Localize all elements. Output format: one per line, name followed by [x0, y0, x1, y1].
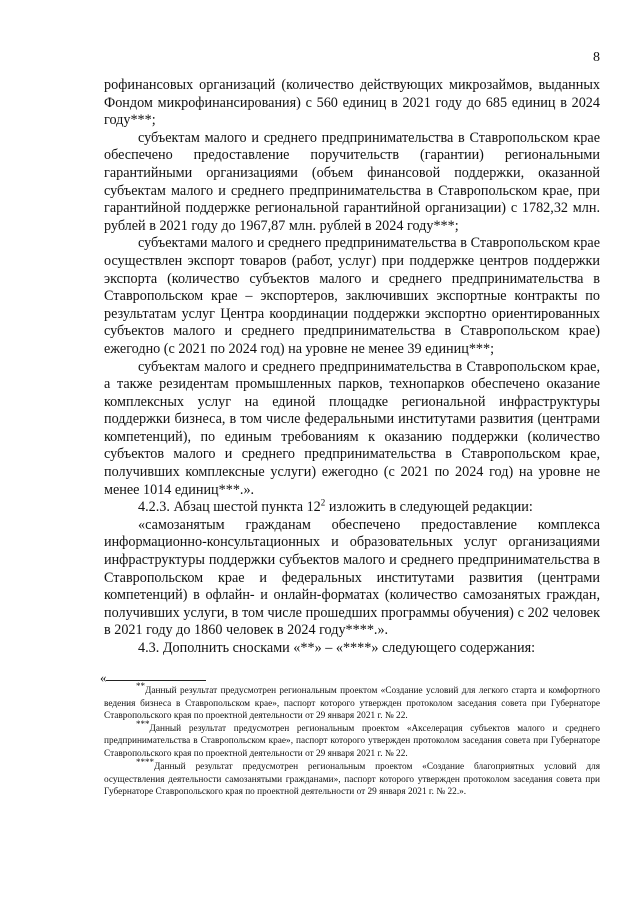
page-number: 8	[593, 50, 600, 65]
paragraph-microfinance: рофинансовых организаций (количество действующих микрозаймов, выданных Фондом микрофинансирования) с 560 единиц в 2021 году до 685 единиц в 2024 году***;	[104, 77, 600, 129]
amendment-4-2-3	[104, 499, 600, 517]
paragraph-self-employed-text: самозанятым гражданам обеспечено предоставление комплекса информационно-консультационных и образовательных услуг организациями инфраструктуры поддержки субъектов малого и среднего предпринимательства в Ставропольском крае и федеральных институтами развития (центрами компетенций) в офлайн- и онлайн-форматах (количество самозанятых граждан, получивших услуги, в том числе прошедших программы обучения) с 202 человек в 2021 году до 1860 человек в 2024 году****.».	[104, 516, 600, 639]
footnote-2-stars	[104, 680, 600, 723]
open-quote: «	[138, 516, 146, 533]
footnote-text: Данный результат предусмотрен региональным проектом «Создание благоприятных условий для осуществления деятельности самозанятыми гражданами», паспорт которого утвержден протоколом заседания совета при Губернаторе Ставропольского края по проектной деятельности от 29 января 2021 г. № 22.».	[104, 762, 600, 797]
superscript-2: 2	[320, 497, 326, 508]
document-body	[104, 77, 600, 658]
footnote-mark: ****	[136, 756, 154, 767]
footnote-mark: ***	[136, 718, 150, 729]
paragraph-complex-services: субъектам малого и среднего предпринимательства в Ставропольском крае, а также резидентам промышленных парков, технопарков обеспечено оказание комплексных услуг на единой площадке региональной инфраструктуры поддержки бизнеса, в том числе федеральными институтами развития (центрами компетенций), по единым требованиям к оказанию поддержки (количество субъектов малого и среднего предпринимательства в Ставропольском крае, получивших комплексные услуги) ежегодно (с 2021 по 2024 год) на уровне не менее 1014 единиц***.».	[104, 358, 600, 498]
amendment-4-3: 4.3. Дополнить сносками «**» – «****» следующего содержания:	[138, 640, 536, 656]
footnote-mark: **	[136, 680, 145, 691]
footnote-4-stars	[104, 756, 600, 799]
paragraph-export: субъектами малого и среднего предпринимательства в Ставропольском крае осуществлен экспорт товаров (работ, услуг) при поддержке центров поддержки экспорта (количество субъектов малого и среднего предпринимательства в Ставропольском крае – экспортеров, заключивших экспортные контракты по результатам услуг Центра координации поддержки экспортно ориентированных субъектов малого и среднего предпринимательства в Ставропольском крае) ежегодно (с 2021 по 2024 год) на уровне не менее 39 единиц***;	[104, 235, 600, 357]
footnote-quote-mark: «	[100, 670, 107, 685]
footnote-text: Данный результат предусмотрен региональным проектом «Создание условий для легкого старта и комфортного ведения бизнеса в Ставропольском крае», паспорт которого утвержден протоколом заседания совета при Губернаторе Ставропольского края по проектной деятельности от 29 января 2021 г. № 22.	[104, 686, 600, 721]
amendment-4-2-3-text: 4.2.3. Абзац шестой пункта 12	[138, 499, 321, 516]
footnote-text: Данный результат предусмотрен региональным проектом «Акселерация субъектов малого и среднего предпринимательства в Ставропольском крае», паспорт которого утвержден протоколом заседания совета при Губернаторе Ставропольского края по проектной деятельности от 29 января 2021 г. № 22.	[104, 723, 600, 759]
paragraph-guarantees: субъектам малого и среднего предпринимательства в Ставропольском крае обеспечено предоставление поручительств (гарантии) региональными гарантийными организациями (объем финансовой поддержки, оказанной субъектам малого и среднего предпринимательства в Ставропольском крае, при гарантийной поддержке региональной гарантийной организации) с 1782,32 млн. рублей в 2021 году до 1967,87 млн. рублей в 2024 году***;	[104, 129, 600, 234]
footnotes	[104, 680, 600, 799]
amendment-4-2-3-tail: изложить в следующей редакции:	[325, 499, 533, 516]
footnote-separator	[106, 680, 206, 681]
paragraph-self-employed	[104, 517, 600, 640]
footnote-3-stars	[104, 718, 600, 761]
